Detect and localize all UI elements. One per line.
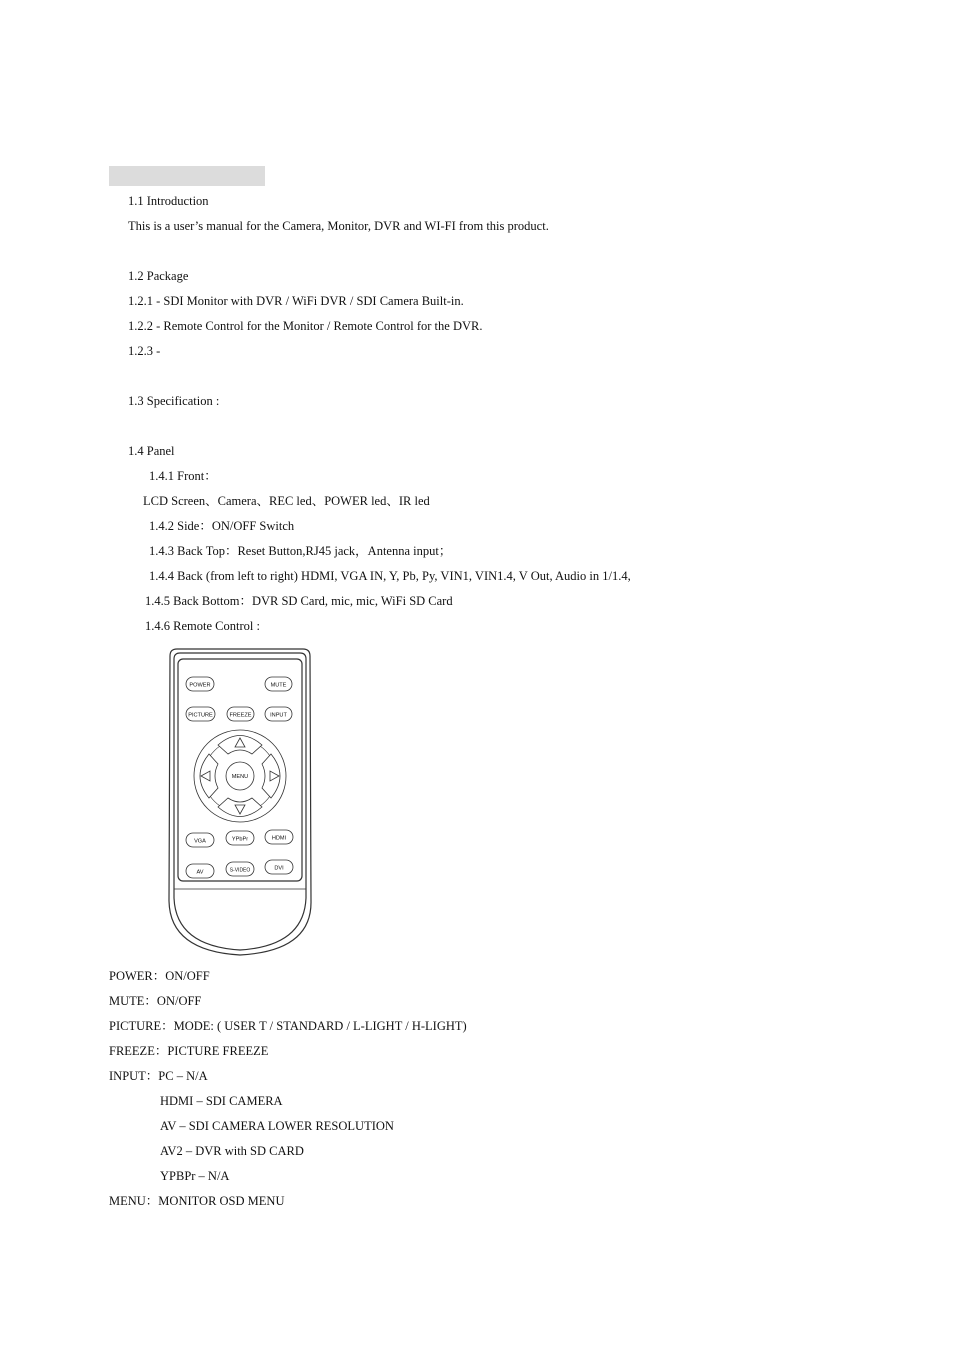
func-input-av: AV – SDI CAMERA LOWER RESOLUTION: [160, 1119, 394, 1133]
remote-dvi-button[interactable]: [265, 860, 293, 874]
func-freeze: FREEZE：PICTURE FREEZE: [109, 1044, 269, 1058]
section-header-bar: [109, 166, 265, 186]
func-input-av2: AV2 – DVR with SD CARD: [160, 1144, 304, 1158]
remote-picture-button[interactable]: [186, 707, 215, 721]
remote-menu-button[interactable]: [226, 762, 254, 790]
panel-front-detail: LCD Screen、Camera、REC led、POWER led、IR led: [143, 494, 430, 508]
intro-text: This is a user’s manual for the Camera, Monitor, DVR and WI-FI from this product.: [128, 219, 549, 233]
func-input-ypbpr: YPBPr – N/A: [160, 1169, 230, 1183]
panel-side: 1.4.2 Side：ON/OFF Switch: [149, 519, 295, 533]
panel-back-bottom: 1.4.5 Back Bottom：DVR SD Card, mic, mic, WiFi SD Card: [145, 594, 453, 608]
func-menu: MENU：MONITOR OSD MENU: [109, 1194, 285, 1208]
package-item-1: 1.2.1 - SDI Monitor with DVR / WiFi DVR / SDI Camera Built-in.: [128, 294, 464, 308]
func-input-hdmi: HDMI – SDI CAMERA: [160, 1094, 283, 1108]
func-mute: MUTE：ON/OFF: [109, 994, 202, 1008]
remote-ypbpr-label: YPbPr: [231, 836, 249, 843]
remote-ypbpr-button[interactable]: [226, 831, 254, 845]
panel-back-top: 1.4.3 Back Top：Reset Button,RJ45 jack，Antenna input；: [149, 544, 452, 558]
panel-remote: 1.4.6 Remote Control :: [145, 619, 260, 633]
remote-dpad: [194, 730, 286, 822]
remote-vga-label: VGA: [194, 838, 206, 845]
remote-svideo-button[interactable]: [226, 862, 254, 876]
remote-av-button[interactable]: [186, 864, 214, 878]
remote-freeze-label: FREEZE: [229, 712, 252, 719]
remote-vga-button[interactable]: [186, 833, 214, 847]
remote-mute-label: MUTE: [270, 682, 287, 689]
package-item-3: 1.2.3 -: [128, 344, 161, 358]
remote-hdmi-label: HDMI: [271, 835, 287, 842]
panel-back: 1.4.4 Back (from left to right) HDMI, VGA IN, Y, Pb, Py, VIN1, VIN1.4, V Out, Audio in 1/1.4,: [149, 569, 631, 583]
remote-power-label: POWER: [189, 682, 211, 689]
panel-heading: 1.4 Panel: [128, 444, 175, 458]
remote-hdmi-button[interactable]: [265, 830, 293, 844]
remote-control-illustration: [164, 646, 316, 958]
func-input: INPUT：PC – N/A: [109, 1069, 208, 1083]
remote-dvi-label: DVI: [274, 865, 284, 872]
remote-mute-button[interactable]: [265, 677, 292, 691]
remote-input-label: INPUT: [270, 712, 287, 719]
intro-heading: 1.1 Introduction: [128, 194, 209, 208]
func-picture: PICTURE：MODE: ( USER T / STANDARD / L-LIGHT / H-LIGHT): [109, 1019, 467, 1033]
func-power: POWER：ON/OFF: [109, 969, 210, 983]
spec-heading: 1.3 Specification :: [128, 394, 220, 408]
remote-input-button[interactable]: [265, 707, 292, 721]
remote-picture-label: PICTURE: [188, 712, 213, 719]
remote-svideo-label: S-VIDEO: [229, 867, 251, 874]
panel-front: 1.4.1 Front：: [149, 469, 217, 483]
package-heading: 1.2 Package: [128, 269, 189, 283]
remote-av-label: AV: [196, 869, 204, 876]
package-item-2: 1.2.2 - Remote Control for the Monitor / Remote Control for the DVR.: [128, 319, 483, 333]
remote-power-button[interactable]: [186, 677, 214, 691]
remote-menu-label: MENU: [231, 774, 249, 780]
remote-freeze-button[interactable]: [227, 707, 254, 721]
